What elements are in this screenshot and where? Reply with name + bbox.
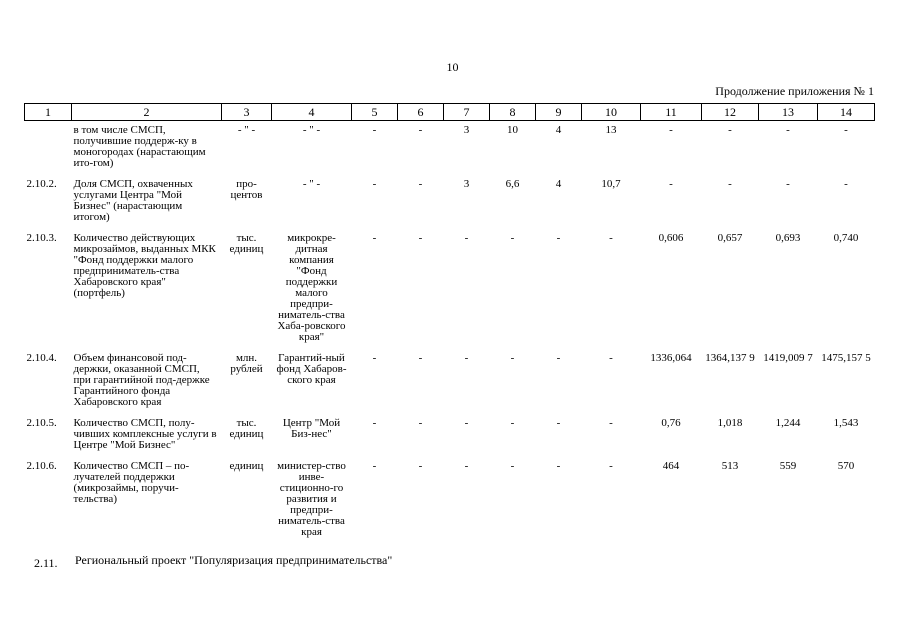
- value-cell: -: [372, 460, 377, 472]
- value-cell: 570: [837, 460, 855, 472]
- value-cell: -: [556, 232, 561, 244]
- value-cell: -: [510, 460, 515, 472]
- value-cell: -: [669, 124, 673, 136]
- value-cell: -: [372, 232, 377, 244]
- value-cell: -: [372, 352, 377, 364]
- responsible-cell: министер-ство инве-стиционно-го развития и предпри-ниматель-ства края: [277, 460, 346, 538]
- indicator-name: Количество СМСП, полу-чивших комплексные услуги в Центре "Мой Бизнес": [73, 417, 217, 451]
- header-cell: 10: [582, 104, 641, 121]
- header-cell: 9: [536, 104, 582, 121]
- value-cell: -: [418, 352, 423, 364]
- value-cell: -: [609, 232, 613, 244]
- page-number: 10: [446, 60, 459, 74]
- section-number: 2.11.: [34, 556, 58, 570]
- value-cell: -: [786, 124, 790, 136]
- indicator-name: Объем финансовой под-держки, оказанной СМСП, при гарантийной под-держке Гарантийного фонда Хабаровского края: [73, 352, 210, 408]
- responsible-cell: - " -: [302, 124, 321, 136]
- table-header-row: [25, 104, 875, 121]
- header-cell: 1: [25, 104, 72, 121]
- indicator-name: Доля СМСП, охваченных услугами Центра "Мой Бизнес" (нарастающим итогом): [73, 178, 193, 223]
- header-cell: 4: [272, 104, 352, 121]
- value-cell: -: [556, 417, 561, 429]
- unit-cell: про-центов: [230, 178, 263, 201]
- value-cell: -: [418, 417, 423, 429]
- value-cell: 10,7: [601, 178, 621, 190]
- header-cell: 3: [222, 104, 272, 121]
- header-cell: 7: [444, 104, 490, 121]
- section-heading: [34, 553, 393, 571]
- header-cell: 11: [641, 104, 702, 121]
- value-cell: -: [372, 178, 377, 190]
- table-row: [25, 229, 875, 349]
- value-cell: -: [372, 124, 377, 136]
- value-cell: 1364,137 9: [705, 352, 755, 364]
- value-cell: -: [728, 124, 732, 136]
- indicator-name: в том числе СМСП, получившие поддерж-ку в моногородах (нарастающим ито-гом): [73, 124, 206, 169]
- responsible-cell: Центр "Мой Биз-нес": [282, 417, 341, 440]
- header-cell: 12: [702, 104, 759, 121]
- value-cell: 1336,064: [650, 352, 692, 364]
- value-cell: 4: [555, 124, 562, 136]
- header-cell: 8: [490, 104, 536, 121]
- header-cell: 5: [352, 104, 398, 121]
- value-cell: 13: [605, 124, 617, 136]
- value-cell: 0,76: [661, 417, 681, 429]
- value-cell: 1,244: [775, 417, 801, 429]
- responsible-cell: микрокре-дитная компания "Фонд поддержки малого предпри-ниматель-ства Хаба-ровского края": [277, 232, 346, 343]
- value-cell: 1475,157 5: [821, 352, 871, 364]
- value-cell: 3: [463, 178, 470, 190]
- value-cell: 513: [721, 460, 739, 472]
- value-cell: -: [844, 178, 848, 190]
- value-cell: -: [464, 352, 469, 364]
- value-cell: 10: [507, 124, 518, 136]
- value-cell: -: [510, 232, 515, 244]
- indicator-name: Количество СМСП – по-лучателей поддержки (микрозаймы, поручи-тельства): [73, 460, 190, 505]
- unit-cell: млн. рублей: [230, 352, 263, 375]
- value-cell: 559: [779, 460, 797, 472]
- table-row: [25, 414, 875, 457]
- indicators-table: [24, 103, 875, 544]
- value-cell: -: [609, 417, 613, 429]
- value-cell: -: [418, 124, 423, 136]
- value-cell: -: [786, 178, 790, 190]
- value-cell: -: [510, 417, 515, 429]
- header-cell: 2: [72, 104, 222, 121]
- row-number: [25, 121, 72, 176]
- responsible-cell: - " -: [302, 178, 321, 190]
- unit-cell: тыс. единиц: [229, 417, 264, 440]
- value-cell: 0,657: [717, 232, 743, 244]
- header-cell: 14: [818, 104, 875, 121]
- value-cell: -: [728, 178, 732, 190]
- value-cell: 1,018: [717, 417, 743, 429]
- section-name: Региональный проект "Популяризация предпринимательства": [75, 553, 393, 567]
- value-cell: 3: [463, 124, 470, 136]
- header-cell: 6: [398, 104, 444, 121]
- value-cell: -: [669, 178, 673, 190]
- value-cell: -: [609, 352, 613, 364]
- value-cell: 4: [555, 178, 562, 190]
- continuation-title: Продолжение приложения № 1: [715, 84, 874, 98]
- value-cell: 6,6: [505, 178, 520, 190]
- value-cell: -: [418, 460, 423, 472]
- value-cell: -: [418, 178, 423, 190]
- table-row: [25, 457, 875, 544]
- row-number: 2.10.6.: [26, 460, 57, 472]
- header-cell: 13: [759, 104, 818, 121]
- row-number: 2.10.5.: [26, 417, 57, 429]
- unit-cell: тыс. единиц: [229, 232, 264, 255]
- unit-cell: - " -: [237, 124, 256, 136]
- value-cell: -: [372, 417, 377, 429]
- table-row: [25, 175, 875, 229]
- value-cell: -: [464, 417, 469, 429]
- row-number: 2.10.2.: [26, 178, 57, 190]
- unit-cell: единиц: [229, 460, 264, 472]
- value-cell: -: [556, 352, 561, 364]
- value-cell: -: [464, 232, 469, 244]
- value-cell: -: [844, 124, 848, 136]
- value-cell: 1,543: [833, 417, 859, 429]
- value-cell: 0,740: [833, 232, 859, 244]
- value-cell: 1419,009 7: [763, 352, 813, 364]
- value-cell: 464: [662, 460, 680, 472]
- value-cell: 0,606: [658, 232, 684, 244]
- responsible-cell: Гарантий-ный фонд Хабаров-ского края: [276, 352, 347, 386]
- table-row: [25, 349, 875, 414]
- table-row: [25, 121, 875, 176]
- indicator-name: Количество действующих микрозаймов, выданных МКК "Фонд поддержки малого предприниматель-ства Хабаровского края" (портфель): [73, 232, 216, 299]
- value-cell: -: [418, 232, 423, 244]
- row-number: 2.10.4.: [26, 352, 57, 364]
- value-cell: -: [464, 460, 469, 472]
- value-cell: -: [510, 352, 515, 364]
- value-cell: -: [556, 460, 561, 472]
- value-cell: 0,693: [775, 232, 801, 244]
- row-number: 2.10.3.: [26, 232, 57, 244]
- value-cell: -: [609, 460, 613, 472]
